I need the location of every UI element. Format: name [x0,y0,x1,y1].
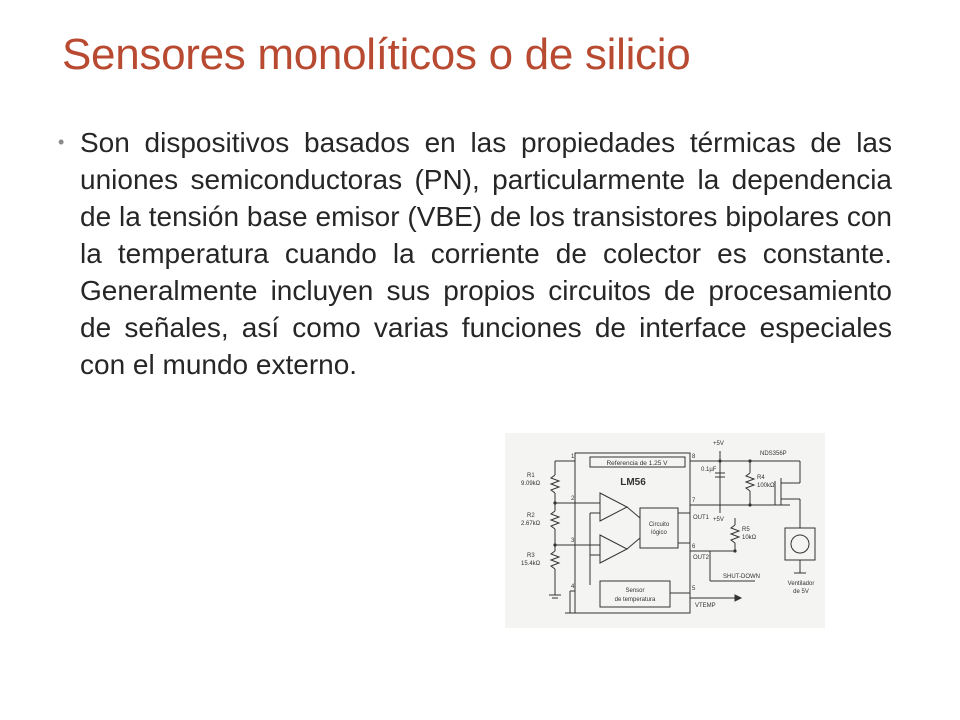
r4-name: R4 [757,475,765,481]
pin-3: 3 [571,538,575,544]
pin-5: 5 [692,586,696,592]
cap-label: 0.1µF [701,467,717,473]
shutdown-label: SHUT-DOWN [723,574,760,580]
sensor-label-2: de temperatura [614,597,656,603]
pin-1: 1 [571,454,575,460]
r4-value: 100kΩ [757,483,775,489]
chip-name-label: LM56 [620,477,646,488]
bullet-text: Son dispositivos basados en las propiedades térmicas de las uniones semiconductoras (PN), particularmente la dependencia de la tensión base emisor (VBE) de los transistores bipolares con la temperatura cuando la corriente de colector es constante. Generalmente incluyen sus propios circuitos de procesamiento de señales, así como varias funciones de interface especiales con el mundo externo. [80,127,892,380]
pin-8: 8 [692,454,696,460]
r2-name: R2 [527,513,535,519]
lm56-circuit-diagram [505,433,825,628]
pin-2: 2 [571,496,575,502]
fan-label-2: de 5V [793,589,809,595]
bullet-dot-icon: • [58,132,65,152]
out2-label: OUT2 [693,555,710,561]
r5-value: 10kΩ [742,535,757,541]
pin-7: 7 [692,498,696,504]
vcc2-label: +5V [713,517,724,523]
r3-name: R3 [527,553,535,559]
slide-title: Sensores monolíticos o de silicio [62,30,691,79]
reference-label: Referencia de 1.25 V [606,460,668,467]
r5-name: R5 [742,527,750,533]
pin-6: 6 [692,544,696,550]
mosfet-label: NDS356P [760,451,787,457]
logic-label-1: Circuito [648,522,670,528]
r1-value: 9.09kΩ [521,481,541,487]
vcc-label: +5V [713,441,724,447]
pin-4: 4 [571,584,575,590]
r3-value: 15.4kΩ [521,561,541,567]
r2-value: 2.67kΩ [521,521,541,527]
out1-label: OUT1 [693,515,710,521]
logic-label-2: lógico [651,530,667,536]
fan-label-1: Ventilador [787,581,815,587]
sensor-label-1: Sensor [625,588,645,594]
vtemp-label: VTEMP [695,603,716,609]
r1-name: R1 [527,473,535,479]
